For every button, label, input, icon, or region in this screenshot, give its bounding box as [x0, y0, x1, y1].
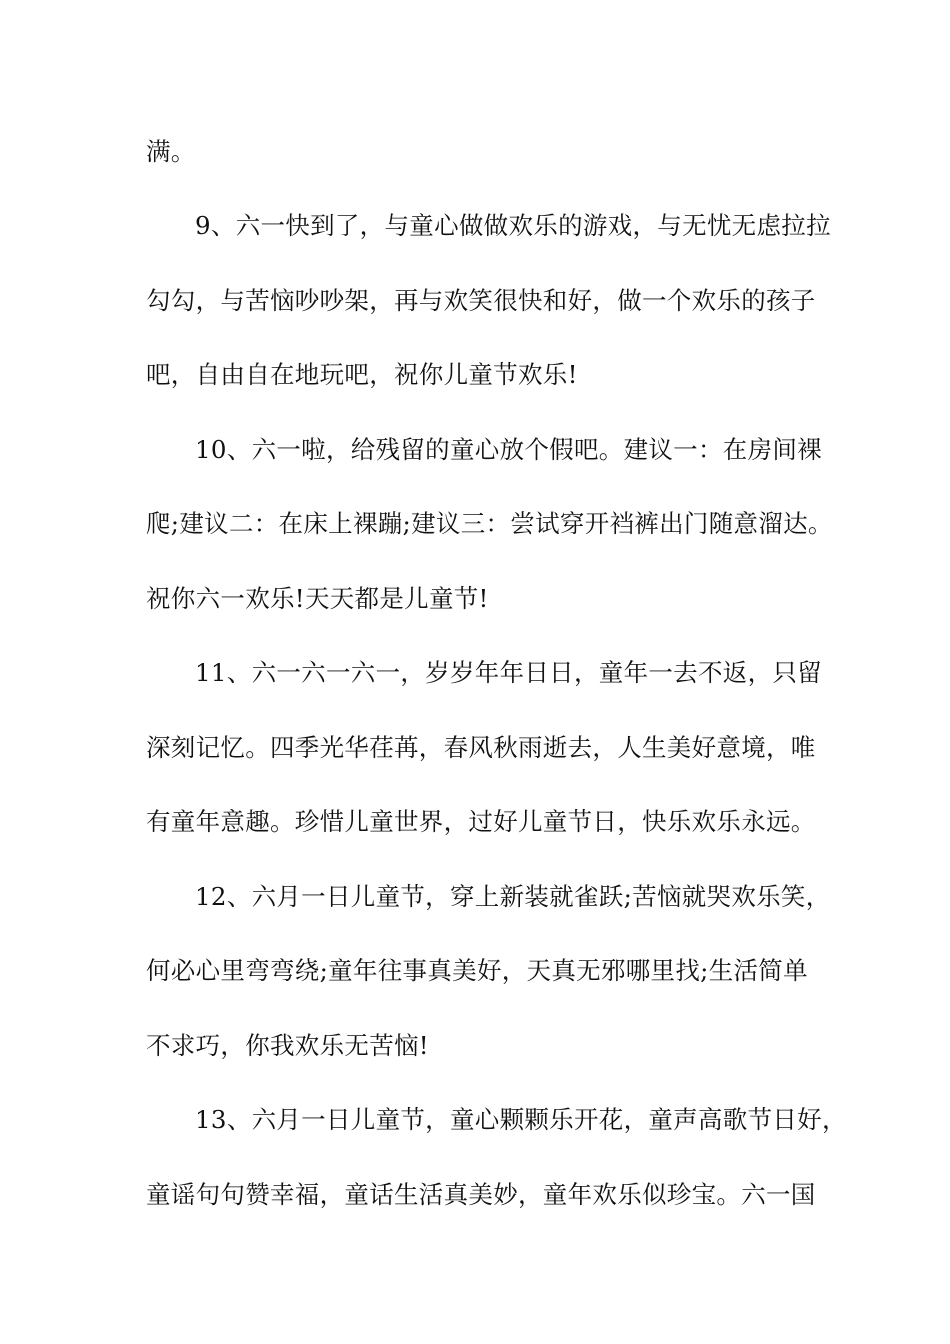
text-line: 勾勾，与苦恼吵吵架，再与欢笑很快和好，做一个欢乐的孩子 [146, 286, 816, 315]
text-line: 有童年意趣。珍惜儿童世界，过好儿童节日，快乐欢乐永远。 [146, 807, 816, 836]
text-line: 吧，自由自在地玩吧，祝你儿童节欢乐! [146, 360, 578, 389]
text-line: 10、六一啦，给残留的童心放个假吧。建议一：在房间裸 [195, 435, 822, 464]
text-line: 11、六一六一六一，岁岁年年日日，童年一去不返，只留 [195, 658, 822, 687]
text-line: 童谣句句赞幸福，童话生活真美妙，童年欢乐似珍宝。六一国 [146, 1180, 816, 1209]
text-line: 满。 [146, 137, 196, 166]
text-line: 13、六月一日儿童节，童心颗颗乐开花，童声高歌节日好， [195, 1105, 847, 1134]
text-line: 爬;建议二：在床上裸蹦;建议三：尝试穿开裆裤出门随意溜达。 [146, 509, 833, 538]
text-line: 祝你六一欢乐!天天都是儿童节! [146, 584, 489, 613]
text-line: 9、六一快到了，与童心做做欢乐的游戏，与无忧无虑拉拉 [195, 211, 831, 240]
text-line: 不求巧，你我欢乐无苦恼! [146, 1031, 429, 1060]
text-line: 12、六月一日儿童节，穿上新装就雀跃;苦恼就哭欢乐笑， [195, 882, 831, 911]
text-line: 深刻记忆。四季光华荏苒，春风秋雨逝去，人生美好意境，唯 [146, 733, 816, 762]
text-line: 何必心里弯弯绕;童年往事真美好，天真无邪哪里找;生活简单 [146, 956, 808, 985]
